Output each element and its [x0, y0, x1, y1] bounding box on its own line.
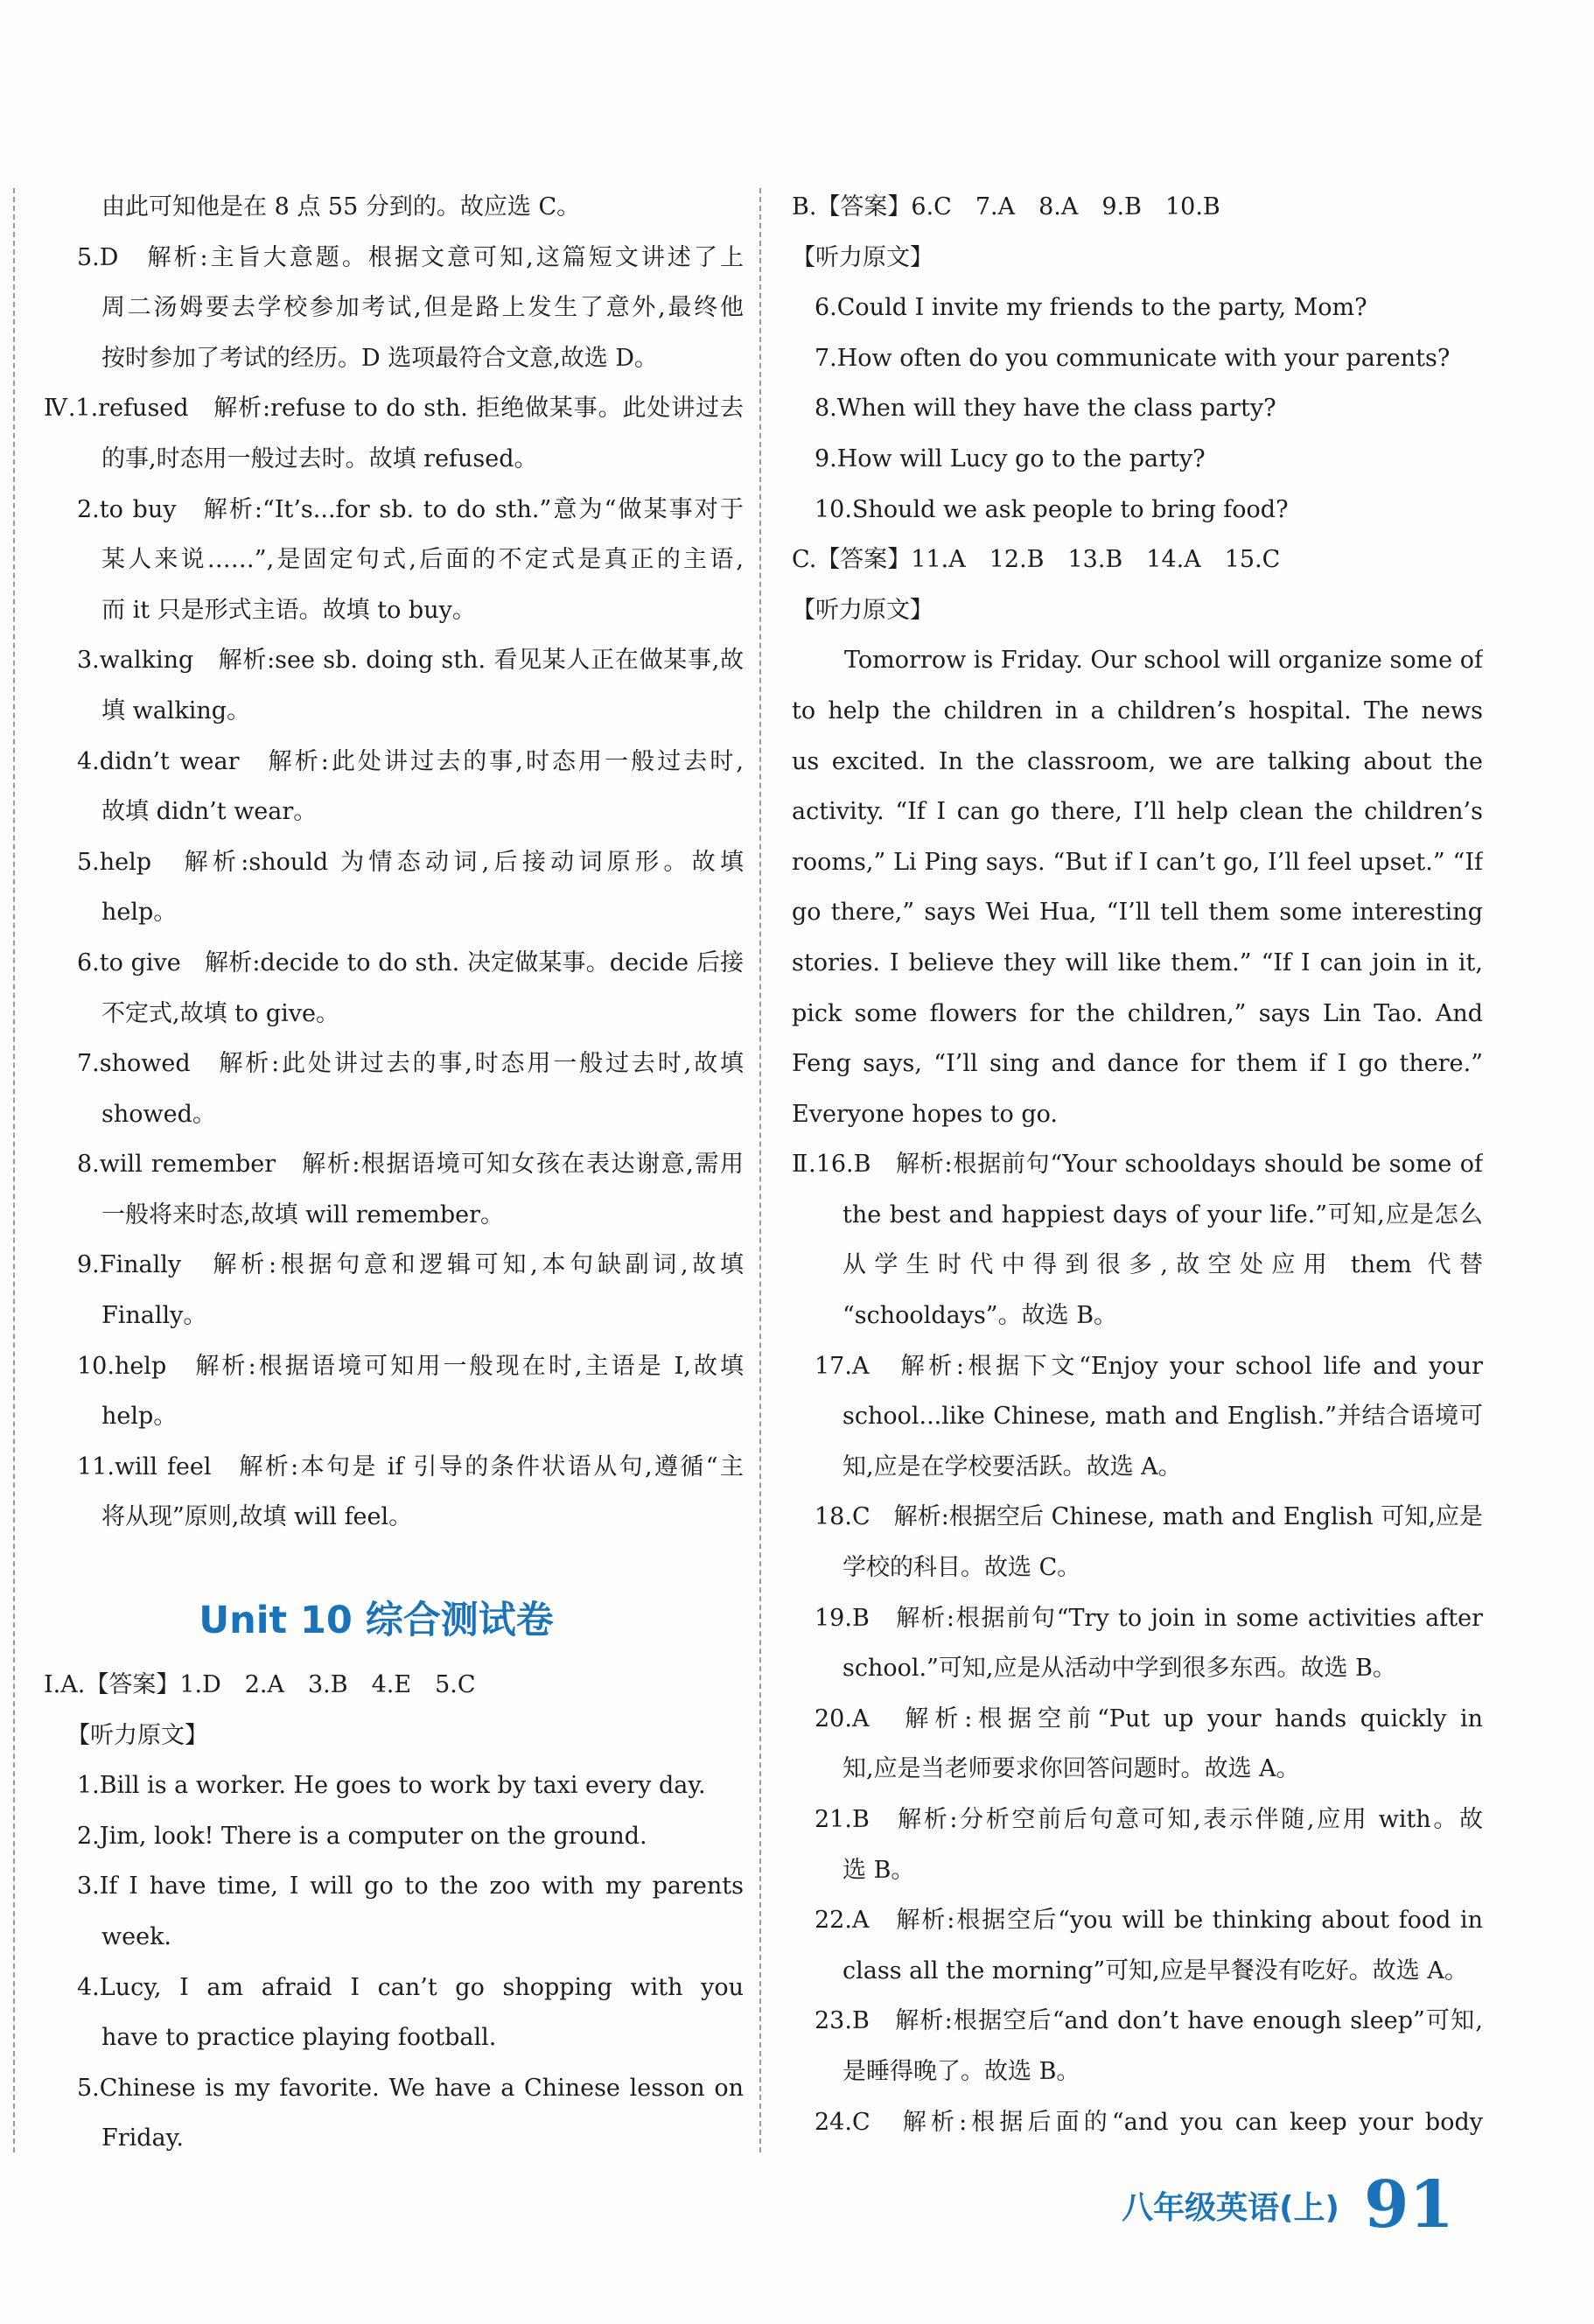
text-line: Everyone hopes to go. [792, 1100, 1058, 1128]
text-line: 10.help 解析:根据语境可知用一般现在时,主语是 I,故填 [77, 1352, 744, 1380]
text-line: school...like Chinese, math and English.”并结合语境可 [842, 1403, 1483, 1431]
text-line: 4.Lucy, I am afraid I can’t go shopping with you [77, 1973, 744, 2001]
text-line: 5.Chinese is my favorite. We have a Chinese lesson on [77, 2074, 744, 2102]
text-line: B.【答案】6.C 7.A 8.A 9.B 10.B [792, 193, 1220, 220]
text-line: 24.C 解析:根据后面的“and you can keep your body [814, 2108, 1483, 2136]
text-line: help。 [101, 899, 178, 927]
text-line: 3.If I have time, I will go to the zoo with my parents [77, 1872, 744, 1900]
right-column-answers [792, 182, 1483, 2147]
left-margin-divider [13, 188, 15, 2152]
text-line: 知,应是当老师要求你回答问题时。故选 A。 [842, 1755, 1300, 1783]
text-line: Feng says, “I’ll sing and dance for them if I go there.” [792, 1050, 1483, 1078]
text-line: 20.A 解析:根据空前“Put up your hands quickly in [814, 1704, 1483, 1732]
text-line: 【听力原文】 [792, 243, 933, 271]
text-line: help。 [101, 1403, 178, 1431]
text-line: 7.showed 解析:此处讲过去的事,时态用一般过去时,故填 [77, 1050, 744, 1078]
text-line: 9.Finally 解析:根据句意和逻辑可知,本句缺副词,故填 [77, 1251, 744, 1279]
text-line: 18.C 解析:根据空后 Chinese, math and English 可知,应是 [814, 1503, 1483, 1531]
text-line: activity. “If I can go there, I’ll help clean the children’s [792, 798, 1483, 826]
text-line: 8.When will they have the class party? [814, 395, 1276, 423]
text-line: 2.to buy 解析:“It’s...for sb. to do sth.”意为“做某事对于 [77, 495, 744, 523]
text-line: Ⅰ.A.【答案】1.D 2.A 3.B 4.E 5.C [44, 1671, 476, 1699]
text-line: 按时参加了考试的经历。D 选项最符合文意,故选 D。 [101, 344, 659, 372]
text-line: 知,应是在学校要活跃。故选 A。 [842, 1452, 1182, 1480]
text-line: 5.D 解析:主旨大意题。根据文意可知,这篇短文讲述了上 [77, 243, 744, 271]
text-line: rooms,” Li Ping says. “But if I can’t go, I’ll feel upset.” “If [792, 848, 1483, 876]
page-footer [1122, 2152, 1454, 2243]
text-line: Ⅳ.1.refused 解析:refuse to do sth. 拒绝做某事。此处讲过去 [44, 395, 744, 423]
column-divider [759, 188, 761, 2152]
text-line: 4.didn’t wear 解析:此处讲过去的事,时态用一般过去时, [77, 747, 744, 775]
text-line: 选 B。 [842, 1856, 915, 1884]
text-line: 21.B 解析:分析空前后句意可知,表示伴随,应用 with。故 [814, 1806, 1483, 1833]
right-column [792, 182, 1483, 2147]
book-label: 八年级英语(上) [1122, 2190, 1340, 2226]
text-line: pick some flowers for the children,” says Lin Tao. And [792, 999, 1483, 1027]
text-line: 某人来说……”,是固定句式,后面的不定式是真正的主语, [101, 546, 744, 574]
left-column [44, 182, 744, 2164]
text-line: Finally。 [101, 1302, 207, 1330]
text-line: school.”可知,应是从活动中学到很多东西。故选 B。 [842, 1655, 1396, 1683]
text-line: 将从现”原则,故填 will feel。 [101, 1503, 413, 1531]
text-line: us excited. In the classroom, we are talking about the [792, 747, 1483, 775]
text-line: 7.How often do you communicate with your parents? [814, 344, 1451, 372]
text-line: 11.will feel 解析:本句是 if 引导的条件状语从句,遵循“主 [77, 1452, 744, 1480]
text-line: 学校的科目。故选 C。 [842, 1554, 1081, 1582]
text-line: 【听力原文】 [792, 596, 933, 624]
text-line: 8.will remember 解析:根据语境可知女孩在表达谢意,需用 [77, 1151, 744, 1179]
text-line: 故填 didn’t wear。 [101, 798, 318, 826]
text-line: stories. I believe they will like them.” “If I can join in it, [792, 948, 1483, 976]
text-line: Tomorrow is Friday. Our school will organize some of [844, 647, 1483, 675]
text-line: 19.B 解析:根据前句“Try to join in some activities after [814, 1604, 1483, 1632]
text-line: 一般将来时态,故填 will remember。 [101, 1200, 505, 1228]
text-line: 的事,时态用一般过去时。故填 refused。 [101, 444, 538, 472]
text-line: 3.walking 解析:see sb. doing sth. 看见某人正在做某事,故 [77, 647, 744, 675]
text-line: Ⅱ.16.B 解析:根据前句“Your schooldays should be some of [792, 1151, 1483, 1179]
text-line: showed。 [101, 1100, 216, 1128]
left-column-answers [44, 182, 744, 1543]
text-line: 23.B 解析:根据空后“and don’t have enough sleep”可知, [814, 2007, 1483, 2035]
text-line: to help the children in a children’s hospital. The news [792, 696, 1483, 724]
text-line: the best and happiest days of your life.”可知,应是怎么 [842, 1200, 1483, 1228]
page-number: 91 [1364, 2167, 1454, 2243]
text-line: 不定式,故填 to give。 [101, 999, 340, 1027]
text-line: 1.Bill is a worker. He goes to work by taxi every day. [77, 1772, 706, 1800]
text-line: 10.Should we ask people to bring food? [814, 495, 1289, 523]
text-line: 5.help 解析:should 为情态动词,后接动词原形。故填 [77, 848, 744, 876]
section-gap [44, 1543, 744, 1581]
text-line: 由此可知他是在 8 点 55 分到的。故应选 C。 [101, 193, 581, 220]
text-line: class all the morning”可知,应是早餐没有吃好。故选 A。 [842, 1956, 1468, 1984]
text-line: C.【答案】11.A 12.B 13.B 14.A 15.C [792, 546, 1281, 574]
text-line: 【听力原文】 [66, 1721, 208, 1749]
text-line: have to practice playing football. [101, 2024, 497, 2052]
text-line: “schooldays”。故选 B。 [842, 1302, 1118, 1330]
text-line: 9.How will Lucy go to the party? [814, 444, 1206, 472]
text-line: Friday. [101, 2124, 184, 2152]
unit-title: Unit 10 综合测试卷 [199, 1599, 554, 1643]
unit-test-answers [44, 1660, 744, 2164]
text-line: 22.A 解析:根据空后“you will be thinking about food in [814, 1907, 1483, 1935]
text-line: 6.Could I invite my friends to the party, Mom? [814, 294, 1367, 322]
text-line: 是睡得晚了。故选 B。 [842, 2057, 1080, 2085]
text-line: 17.A 解析:根据下文“Enjoy your school life and your [814, 1352, 1483, 1380]
text-line: 2.Jim, look! There is a computer on the ground. [77, 1822, 647, 1850]
text-line: 从学生时代中得到很多,故空处应用 them 代替 [842, 1251, 1483, 1279]
text-line: 6.to give 解析:decide to do sth. 决定做某事。decide 后接 [77, 948, 744, 976]
text-line: 而 it 只是形式主语。故填 to buy。 [101, 596, 476, 624]
text-line: 周二汤姆要去学校参加考试,但是路上发生了意外,最终他 [101, 294, 744, 322]
text-line: 填 walking。 [101, 696, 251, 724]
text-line: week. [101, 1923, 172, 1950]
text-line: go there,” says Wei Hua, “I’ll tell them some interesting [792, 899, 1483, 927]
